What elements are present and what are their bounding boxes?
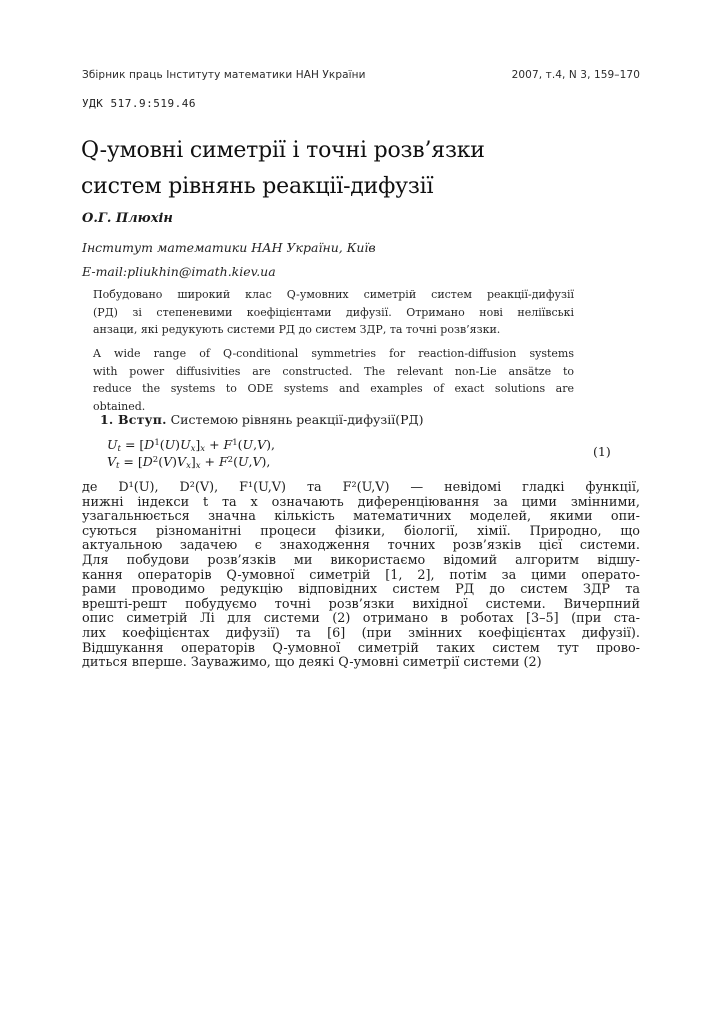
journal-header bbox=[82, 69, 640, 81]
abstract-ukrainian bbox=[93, 286, 574, 339]
issue-info: 2007, т.4, N 3, 159–170 bbox=[511, 69, 640, 81]
body-line: кання операторів Q-умовної симетрій [1, 2], потім за цими операто- bbox=[82, 567, 640, 583]
paper-title-line-2: систем рівнянь реакції-дифузії bbox=[81, 174, 434, 199]
abstract-line: Побудовано широкий клас Q-умовних симетрій систем реакції-дифузії bbox=[93, 288, 574, 301]
abstract-english bbox=[93, 345, 574, 415]
section-number-title: 1. Вступ. bbox=[100, 412, 167, 427]
body-line: суються різноманітні процеси фізики, біології, хімії. Природно, що bbox=[82, 523, 640, 539]
paper-title-line-1: Q-умовні симетрії і точні розв’язки bbox=[81, 138, 485, 163]
body-line: де D¹(U), D²(V), F¹(U,V) та F²(U,V) — невідомі гладкі функції, bbox=[82, 480, 640, 495]
abstract-line: with power diffusivities are constructed. The relevant non-Lie ansätze to bbox=[93, 364, 574, 378]
author-name: О.Г. Плюхін bbox=[82, 211, 173, 226]
equation-number: (1) bbox=[593, 444, 611, 459]
abstract-line: A wide range of Q-conditional symmetries for reaction-diffusion systems bbox=[93, 347, 574, 360]
body-line: Відшукання операторів Q-умовної симетрій таких систем тут прово- bbox=[82, 640, 640, 656]
author-email: E-mail:pliukhin@imath.kiev.ua bbox=[82, 264, 276, 279]
abstract-line: (РД) зі степеневими коефіцієнтами дифузії. Отримано нові неліївські bbox=[93, 305, 574, 319]
abstract-line: reduce the systems to ODE systems and examples of exact solutions are bbox=[93, 382, 574, 395]
journal-name: Збірник праць Інституту математики НАН України bbox=[82, 69, 366, 81]
equation-line: $U_t = [D^1(U)U_x]_x + F^1(U,V)$, bbox=[107, 437, 275, 455]
body-line: лих коефіцієнтах дифузії) та [6] (при змінних коефіцієнтах дифузії). bbox=[82, 625, 640, 641]
equation-line: $V_t = [D^2(V)V_x]_x + F^2(U,V)$, bbox=[107, 454, 271, 472]
section-heading bbox=[82, 412, 640, 427]
body-paragraph bbox=[82, 481, 640, 671]
body-line: рами проводимо редукцію відповідних систем РД до систем ЗДР та bbox=[82, 582, 640, 598]
body-line: врешті-решт побудуємо точні розв’язки вихідної системи. Вичерпний bbox=[82, 596, 640, 612]
body-line: узагальнюється значна кількість математичних моделей, якими опи- bbox=[82, 509, 640, 525]
body-line: нижні індекси t та x означають диференціювання за цими змінними, bbox=[82, 494, 640, 510]
abstract-line: obtained. bbox=[93, 399, 146, 413]
body-line: диться вперше. Зауважимо, що деякі Q-умовні симетрії системи (2) bbox=[82, 655, 542, 671]
body-line: опис симетрій Лі для системи (2) отримано в роботах [3–5] (при ста- bbox=[82, 611, 640, 627]
section-lead-text: Системою рівнянь реакції-дифузії(РД) bbox=[166, 412, 424, 427]
body-line: актуальною задачею є знаходження точних розв’язків цієї системи. bbox=[82, 538, 640, 554]
equation-block bbox=[107, 436, 275, 470]
abstract-line: анзаци, які редукують системи РД до систем ЗДР, та точні розв’язки. bbox=[93, 323, 501, 336]
author-affiliation: Інститут математики НАН України, Київ bbox=[82, 240, 376, 255]
paper-title bbox=[81, 133, 681, 205]
udk-code: УДК 517.9:519.46 bbox=[82, 97, 196, 110]
body-line: Для побудови розв’язків ми використаємо відомий алгоритм відшу- bbox=[82, 552, 640, 568]
